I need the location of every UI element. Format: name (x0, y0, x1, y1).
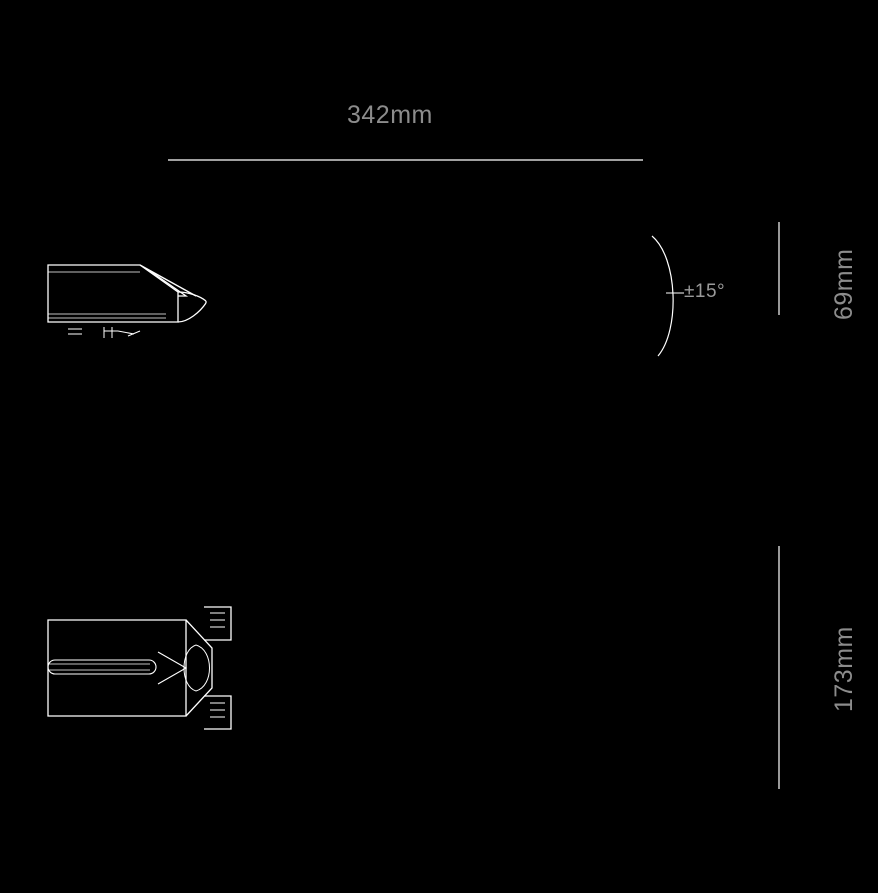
width-dimension-label: 342mm (347, 101, 433, 129)
depth-dimension-label: 173mm (830, 626, 858, 712)
top-view-group (48, 607, 231, 729)
tilt-angle-arc (652, 236, 684, 356)
side-view-group (48, 265, 206, 338)
height-dimension-label: 69mm (830, 248, 858, 320)
tilt-angle-label: ±15° (684, 281, 726, 302)
